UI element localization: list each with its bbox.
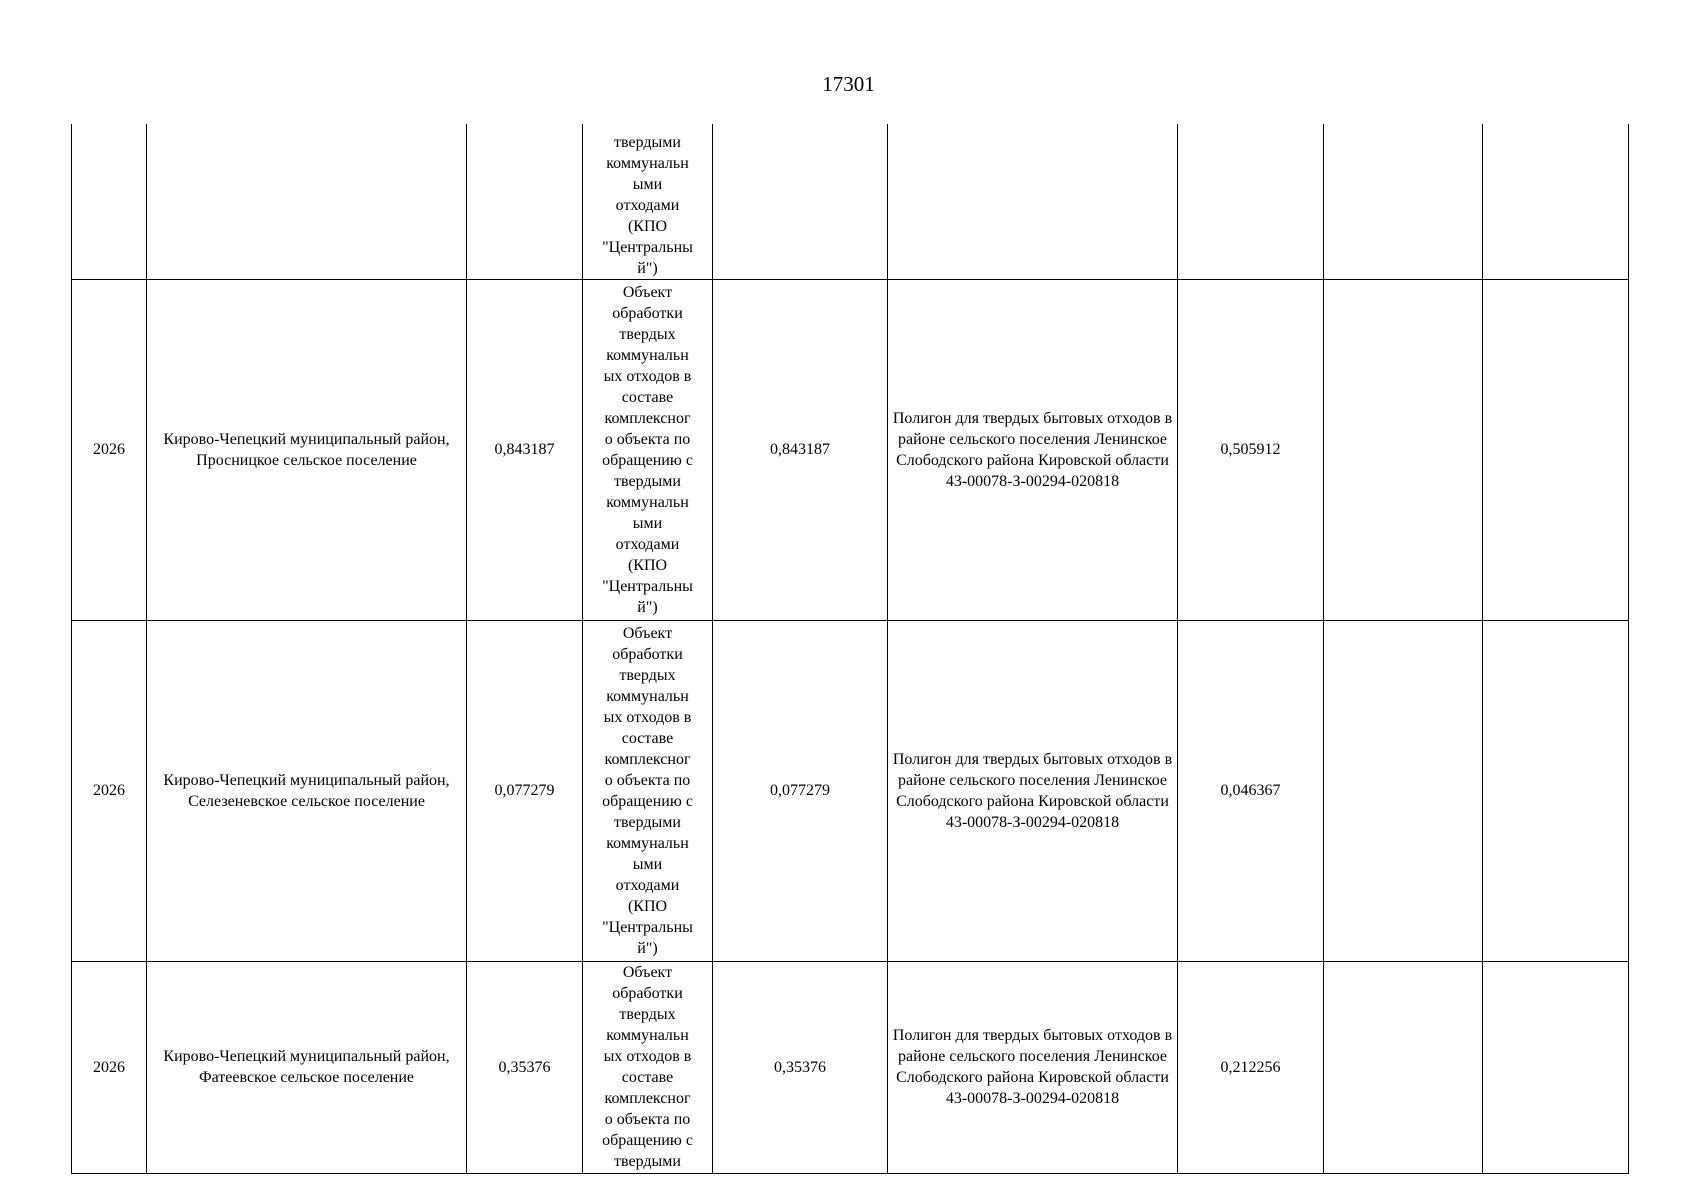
processing-facility-cell: твердыми коммунальн ыми отходами (КПО "Центральны й") xyxy=(583,124,713,279)
empty-cell xyxy=(1483,124,1629,279)
landfill-cell: Полигон для твердых бытовых отходов в районе сельского поселения Ленинское Слободского района Кировской области 43-00078-З-00294-020818 xyxy=(888,279,1178,620)
page-number: 17301 xyxy=(822,72,875,96)
municipality-cell xyxy=(147,124,467,279)
empty-cell xyxy=(1324,124,1483,279)
processed-mass-cell xyxy=(713,124,888,279)
disposal-mass-cell: 0,046367 xyxy=(1178,620,1324,961)
year-cell: 2026 xyxy=(72,961,147,1173)
table-row xyxy=(72,620,1629,961)
municipality-cell: Кирово-Чепецкий муниципальный район, Просницкое сельское поселение xyxy=(147,279,467,620)
empty-cell xyxy=(1483,961,1629,1173)
municipality-cell: Кирово-Чепецкий муниципальный район, Фатеевское сельское поселение xyxy=(147,961,467,1173)
table-row xyxy=(72,961,1629,1173)
year-cell: 2026 xyxy=(72,279,147,620)
year-cell xyxy=(72,124,147,279)
processed-mass-cell: 0,35376 xyxy=(713,961,888,1173)
processed-mass-cell: 0,843187 xyxy=(713,279,888,620)
landfill-cell xyxy=(888,124,1178,279)
disposal-mass-cell: 0,505912 xyxy=(1178,279,1324,620)
table-row xyxy=(72,279,1629,620)
processing-facility-cell: Объект обработки твердых коммунальн ых отходов в составе комплексног о объекта по обращению с твердыми коммунальн ыми отходами (КПО "Центральны й") xyxy=(583,279,713,620)
year-cell: 2026 xyxy=(72,620,147,961)
processing-facility-cell: Объект обработки твердых коммунальн ых отходов в составе комплексног о объекта по обращению с твердыми коммунальн ыми отходами (КПО "Центральны й") xyxy=(583,620,713,961)
empty-cell xyxy=(1324,961,1483,1173)
empty-cell xyxy=(1324,279,1483,620)
disposal-mass-cell: 0,212256 xyxy=(1178,961,1324,1173)
landfill-cell: Полигон для твердых бытовых отходов в районе сельского поселения Ленинское Слободского района Кировской области 43-00078-З-00294-020818 xyxy=(888,620,1178,961)
source-mass-cell: 0,843187 xyxy=(467,279,583,620)
waste-flow-table xyxy=(71,124,1629,1174)
landfill-cell: Полигон для твердых бытовых отходов в районе сельского поселения Ленинское Слободского района Кировской области 43-00078-З-00294-020818 xyxy=(888,961,1178,1173)
source-mass-cell: 0,35376 xyxy=(467,961,583,1173)
empty-cell xyxy=(1483,279,1629,620)
processed-mass-cell: 0,077279 xyxy=(713,620,888,961)
empty-cell xyxy=(1324,620,1483,961)
processing-facility-cell: Объект обработки твердых коммунальн ых отходов в составе комплексног о объекта по обращению с твердыми xyxy=(583,961,713,1173)
empty-cell xyxy=(1483,620,1629,961)
table-row xyxy=(72,124,1629,279)
source-mass-cell xyxy=(467,124,583,279)
disposal-mass-cell xyxy=(1178,124,1324,279)
municipality-cell: Кирово-Чепецкий муниципальный район, Селезеневское сельское поселение xyxy=(147,620,467,961)
source-mass-cell: 0,077279 xyxy=(467,620,583,961)
